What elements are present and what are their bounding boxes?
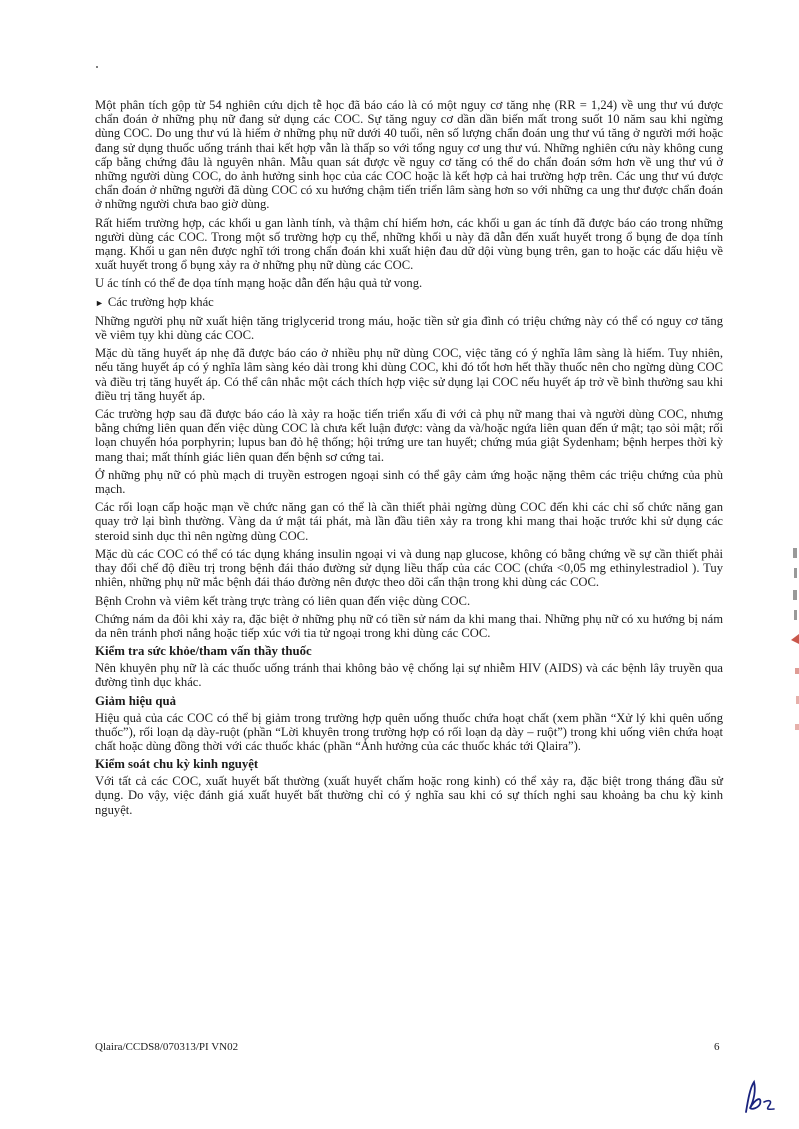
paragraph-reported-conditions: Các trường hợp sau đã được báo cáo là xảy ra hoặc tiến triển xấu đi với cả phụ nữ mang thai và người dùng COC, nhưng bằng chứng liên quan đến việc dùng COC là chưa kết luận được: vàng da và/hoặc ngứa liên quan đến ứ mật; tạo sỏi mật; rối loạn chuyển hóa porphyrin; lupus ban đỏ hệ thống; hội trứng ure tan huyết; chứng múa giật Sydenham; bệnh herpes thời kỳ mang thai; mất thính giác liên quan đến bệnh sơ cứng tai.	[95, 407, 723, 464]
signature-initials-icon	[738, 1078, 782, 1118]
heading-cycle-control: Kiểm soát chu kỳ kinh nguyệt	[95, 757, 259, 772]
paragraph-liver-function: Các rối loạn cấp hoặc mạn về chức năng gan có thể là cần thiết phải ngừng dùng COC đến khi các chỉ số chức năng gan quay trở lại bình thường. Vàng da ứ mật tái phát, mà lần đầu tiên xảy ra trong khi mang thai hoặc trước khi sử dụng các steroid sinh dục thì nên ngừng dùng COC.	[95, 500, 723, 543]
paragraph-liver-tumors: Rất hiếm trường hợp, các khối u gan lành tính, và thậm chí hiếm hơn, các khối u gan ác tính đã được báo cáo trong những người dùng các COC. Trong một số trường hợp cụ thể, những khối u này đã dẫn đến xuất huyết trong ổ bụng đe dọa tính mạng. Khối u gan nên được nghĩ tới trong chẩn đoán khi xuất hiện đau dữ dội vùng bụng trên, gan to hoặc các dấu hiệu về xuất huyết trong ổ bụng xảy ra ở những phụ nữ dùng các COC.	[95, 215, 723, 273]
scan-speck	[96, 66, 98, 68]
paragraph-angioedema: Ở những phụ nữ có phù mạch di truyền estrogen ngoại sinh có thể gây cảm ứng hoặc nặng thêm các triệu chứng của phù mạch.	[95, 467, 723, 497]
paragraph-breast-cancer: Một phân tích gộp từ 54 nghiên cứu dịch tễ học đã báo cáo là có một nguy cơ tăng nhẹ (RR = 1,24) về ung thư vú được chẩn đoán ở những phụ nữ đang sử dụng các COC. Sự tăng nguy cơ dần dần biến mất trong suốt 10 năm sau khi ngừng dùng COC. Do ung thư vú là hiếm ở những phụ nữ dưới 40 tuổi, nên số lượng chẩn đoán ung thư vú tăng ở người mới hoặc đang sử dụng thuốc uống tránh thai kết hợp vẫn là thấp so với tổng nguy cơ ung thư vú. Những nghiên cứu này không cung cấp bằng chứng đâu là nguyên nhân. Mẫu quan sát được về nguy cơ tăng có thể do chẩn đoán sớm hơn về ung thư vú ở những người dùng COC, do ảnh hưởng sinh học của các COC hoặc là kết hợp cả hai trường hợp trên. Các ung thư vú được chẩn đoán ở những người đã dùng COC có xu hướng chậm tiến triển lâm sàng hơn so với những ca ung thư được chẩn đoán ở những người chưa bao giờ dùng.	[95, 98, 723, 212]
paragraph-hypertension: Mặc dù tăng huyết áp nhẹ đã được báo cáo ở nhiều phụ nữ dùng COC, việc tăng có ý nghĩa lâm sàng là hiếm. Tuy nhiên, nếu tăng huyết áp có ý nghĩa lâm sàng kéo dài trong khi dùng COC, khi đó tốt hơn hết thầy thuốc nên cho ngừng dùng COC và điều trị tăng huyết áp. Có thể cân nhắc một cách thích hợp việc sử dụng lại COC nếu huyết áp trở về bình thường sau khi điều trị tăng huyết áp.	[95, 346, 723, 403]
paragraph-triglyceride: Những người phụ nữ xuất hiện tăng triglycerid trong máu, hoặc tiền sử gia đình có triệu chứng này có thể có nguy cơ tăng về viêm tụy khi dùng các COC.	[95, 313, 723, 343]
paragraph-insulin: Mặc dù các COC có thể có tác dụng kháng insulin ngoại vi và dung nạp glucose, không có bằng chứng về sự cần thiết phải thay đổi chế độ điều trị trong bệnh đái tháo đường sử dụng liều thấp của các COC (chứa <0,05 mg ethinylestradiol ). Tuy nhiên, những phụ nữ mắc bệnh đái tháo đường nên được theo dõi cẩn thận trong khi dùng các COC.	[95, 546, 723, 590]
bullet-other-conditions	[95, 295, 723, 310]
paragraph-hiv: Nên khuyên phụ nữ là các thuốc uống tránh thai không bảo vệ chống lại sự nhiễm HIV (AIDS) và các bệnh lây truyền qua đường tình dục khác.	[95, 661, 723, 690]
paragraph-efficacy: Hiệu quả của các COC có thể bị giảm trong trường hợp quên uống thuốc chứa hoạt chất (xem phần “Xử lý khi quên uống thuốc”), rối loạn dạ dày-ruột (phần “Lời khuyên trong trường hợp có rối loạn dạ dày – ruột”) trong khi uống viên chứa hoạt chất hoặc dùng đồng thời với các thuốc khác (phần “Ảnh hưởng của các thuốc khác tới Qlaira”).	[95, 710, 723, 753]
document-reference: Qlaira/CCDS8/070313/PI VN02	[95, 1041, 239, 1053]
stamp-fragment-icon	[785, 548, 799, 748]
heading-reduced-efficacy: Giảm hiệu quả	[95, 693, 177, 708]
paragraph-malignant-tumor: U ác tính có thể đe dọa tính mạng hoặc dẫn đến hậu quả tử vong.	[95, 276, 423, 291]
bullet-label: Các trường hợp khác	[107, 294, 214, 309]
paragraph-bleeding: Với tất cả các COC, xuất huyết bất thường (xuất huyết chấm hoặc rong kinh) có thể xảy ra, đặc biệt trong tháng đầu sử dụng. Do vậy, việc đánh giá xuất huyết bất thường chỉ có ý nghĩa sau khi có sự thích nghi sau khoảng ba chu kỳ kinh nguyệt.	[95, 774, 723, 817]
bullet-arrow-icon: ►	[95, 297, 104, 308]
paragraph-crohn: Bệnh Crohn và viêm kết tràng trực tràng có liên quan đến việc dùng COC.	[95, 593, 471, 608]
document-body	[95, 98, 723, 821]
paragraph-chloasma: Chứng nám da đôi khi xảy ra, đặc biệt ở những phụ nữ có tiền sử nám da khi mang thai. Những phụ nữ có xu hướng bị nám da nên tránh phơi nắng hoặc tiếp xúc với tia tử ngoại trong khi dùng các COC.	[95, 611, 723, 640]
page-number: 6	[714, 1041, 720, 1053]
heading-medical-consultation: Kiểm tra sức khỏe/tham vấn thầy thuốc	[95, 644, 312, 659]
